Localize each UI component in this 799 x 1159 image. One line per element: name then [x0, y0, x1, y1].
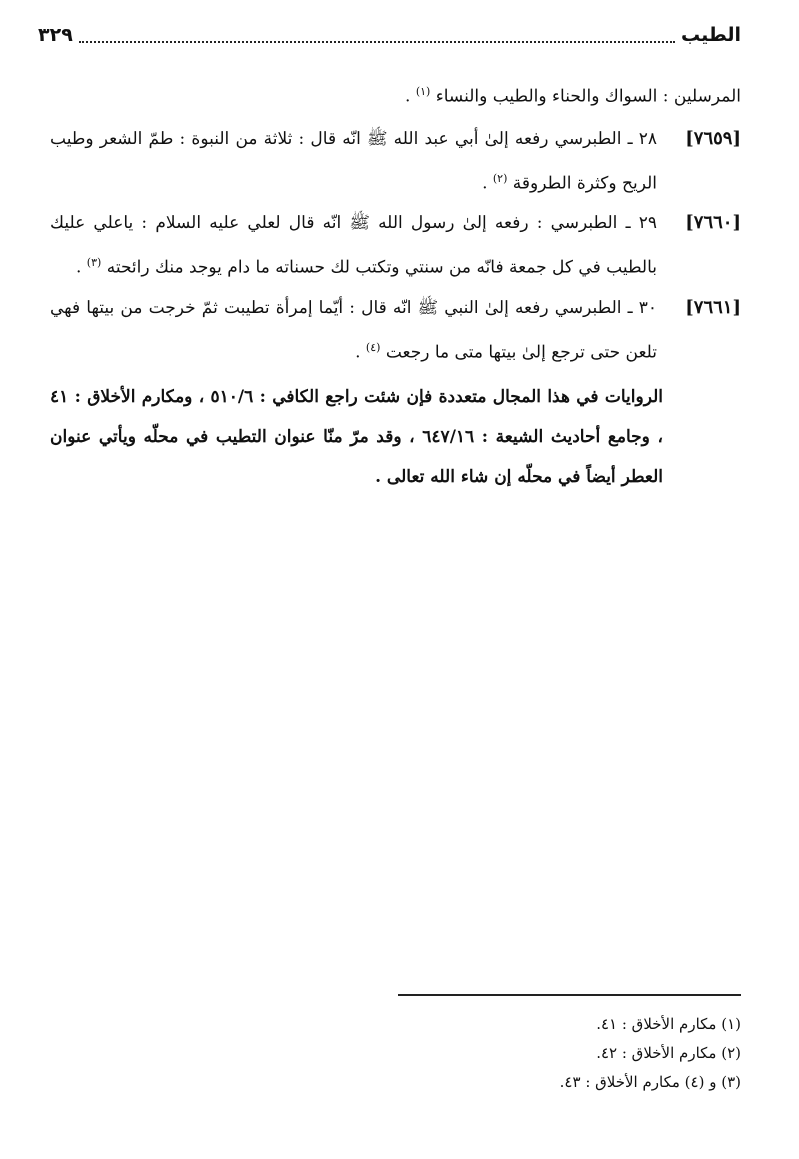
footnote-ref: (٢)	[492, 171, 508, 185]
running-header	[38, 20, 741, 50]
footnote-ref: (٣)	[86, 256, 102, 270]
intro-paragraph: المرسلين : السواك والحناء والطيب والنساء $^{(١)}$ .	[405, 85, 741, 107]
main-text	[50, 72, 741, 499]
editor-note: الروايات في هذا المجال متعددة فإن شئت راجع الكافي : ٥١٠/٦ ، ومكارم الأخلاق : ٤١ ، وجامع أحاديث الشيعة : ٦٤٧/١٦ ، وقد مرّ منّا عنوان التطيب في محلّه ويأتي عنوان العطر أيضاً في محلّه إن شاء الله تعالى .	[50, 386, 664, 487]
hadith-text: ٢٩ ـ الطبرسي : رفعه إلىٰ رسول الله ﷺ انّه قال لعلي عليه السلام : ياعلي عليك بالطيب في كل جمعة فانّه من سنتي وتكتب لك حسناته ما دام يوجد منك رائحته $^{(٣)}$ .	[50, 213, 657, 278]
footnote-ref: (٤)	[365, 340, 381, 354]
intro-text: المرسلين : السواك والحناء والطيب والنساء	[435, 86, 741, 107]
header-dot-leader	[79, 27, 675, 43]
footnote: (١) مكارم الأخلاق : ٤١.	[596, 1015, 741, 1033]
page-number: ٣٢٩	[38, 24, 73, 46]
hadith-number: [٧٦٦١]	[685, 296, 741, 318]
hadith-entry	[50, 288, 741, 373]
hadith-text: ٣٠ ـ الطبرسي رفعه إلىٰ النبي ﷺ انّه قال : أيّما إمرأة تطيبت ثمّ خرجت من بيتها فهي تلعن حتى ترجع إلىٰ بيتها متى ما رجعت $^{(٤)}$ .	[50, 297, 657, 363]
hadith-body: ٢٩ ـ الطبرسي : رفعه إلىٰ رسول الله ﷺ انّه قال لعلي عليه السلام : ياعلي عليك بالطيب في كل جمعة فانّه من سنتي وتكتب لك حسناته ما دام يوجد منك رائحته	[50, 213, 657, 278]
hadith-number: [٧٦٥٩]	[685, 127, 741, 149]
header-title: الطيب	[680, 24, 741, 46]
hadith-entry	[50, 119, 741, 204]
hadith-body: ٣٠ ـ الطبرسي رفعه إلىٰ النبي ﷺ انّه قال : أيّما إمرأة تطيبت ثمّ خرجت من بيتها فهي تلعن حتى ترجع إلىٰ بيتها متى ما رجعت	[50, 297, 657, 363]
footnote-divider	[398, 994, 741, 996]
hadith-body: ٢٨ ـ الطبرسي رفعه إلىٰ أبي عبد الله ﷺ انّه قال : ثلاثة من النبوة : طمّ الشعر وطيب الريح وكثرة الطروقة	[50, 128, 657, 194]
footnote: (٣) و (٤) مكارم الأخلاق : ٤٣.	[559, 1073, 741, 1091]
hadith-entry	[50, 203, 741, 288]
footnotes	[400, 1010, 741, 1097]
footnote: (٢) مكارم الأخلاق : ٤٢.	[596, 1044, 741, 1062]
footnote-ref: (١)	[415, 85, 431, 98]
hadith-text: ٢٨ ـ الطبرسي رفعه إلىٰ أبي عبد الله ﷺ انّه قال : ثلاثة من النبوة : طمّ الشعر وطيب الريح وكثرة الطروقة $^{(٢)}$ .	[50, 128, 657, 194]
hadith-number: [٧٦٦٠]	[685, 212, 741, 234]
